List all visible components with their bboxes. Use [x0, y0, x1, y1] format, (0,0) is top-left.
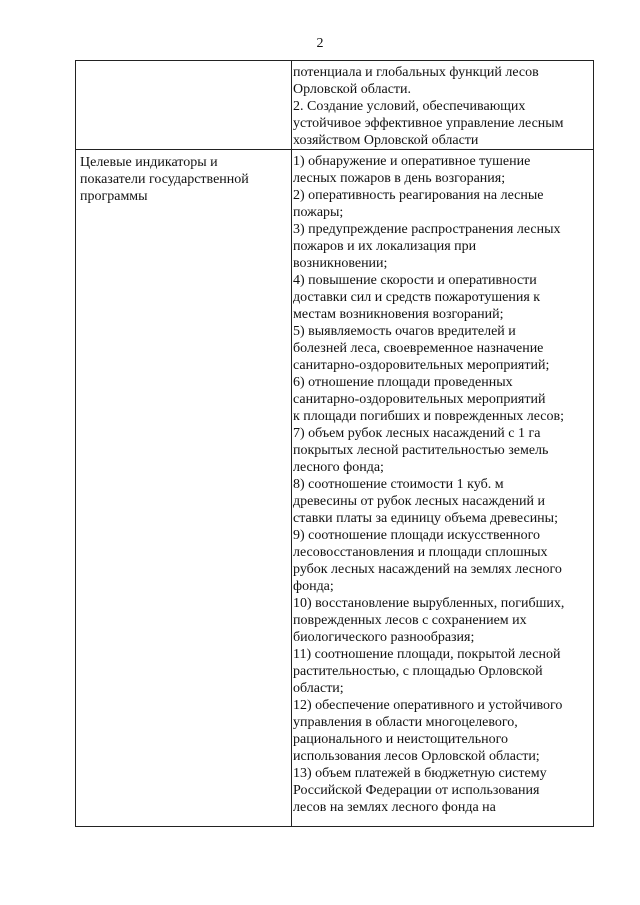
cell-text [80, 154, 288, 205]
indicator-line: Российской Федерации от использования [293, 783, 540, 798]
indicator-line: фонда; [293, 579, 334, 594]
text-line: показатели государственной [80, 172, 249, 187]
indicator-line: поврежденных лесов с сохранением их [293, 613, 527, 628]
indicator-line: 13) объем платежей в бюджетную систему [293, 766, 547, 781]
indicator-line: к площади погибших и поврежденных лесов; [293, 409, 564, 424]
indicator-line: доставки сил и средств пожаротушения к [293, 290, 541, 305]
indicator-line: биологического разнообразия; [293, 630, 475, 645]
indicator-line: 3) предупреждение распространения лесных [293, 222, 561, 237]
table-cell-label [76, 150, 292, 826]
cell-text [293, 64, 591, 149]
indicator-line: 11) соотношение площади, покрытой лесной [293, 647, 561, 662]
indicator-line: 4) повышение скорости и оперативности [293, 273, 537, 288]
indicator-line: рубок лесных насаждений на землях лесного [293, 562, 562, 577]
indicator-line: лесного фонда; [293, 460, 384, 475]
table-row [76, 61, 593, 150]
indicator-line: области; [293, 681, 344, 696]
indicator-line: управления в области многоцелевого, [293, 715, 518, 730]
indicator-line: санитарно-оздоровительных мероприятий [293, 392, 546, 407]
indicator-line: 6) отношение площади проведенных [293, 375, 513, 390]
text-line: хозяйством Орловской области [293, 133, 479, 148]
indicator-line: пожаров и их локализация при [293, 239, 477, 254]
table-cell-content [292, 61, 593, 149]
text-line: 2. Создание условий, обеспечивающих [293, 99, 526, 114]
text-line: потенциала и глобальных функций лесов [293, 65, 539, 80]
indicator-line: болезней леса, своевременное назначение [293, 341, 544, 356]
program-table [75, 60, 594, 827]
text-line: программы [80, 189, 148, 204]
indicator-line: растительностью, с площадью Орловской [293, 664, 543, 679]
indicators-list [293, 153, 591, 816]
indicator-line: 1) обнаружение и оперативное тушение [293, 154, 531, 169]
page-number: 2 [316, 36, 324, 51]
text-line: Целевые индикаторы и [80, 155, 218, 170]
indicator-line: 7) объем рубок лесных насаждений с 1 га [293, 426, 541, 441]
indicator-line: лесовосстановления и площади сплошных [293, 545, 548, 560]
indicator-line: использования лесов Орловской области; [293, 749, 540, 764]
table-row [76, 150, 593, 826]
indicator-line: рационального и неистощительного [293, 732, 508, 747]
indicator-line: местам возникновения возгораний; [293, 307, 504, 322]
indicator-line: древесины от рубок лесных насаждений и [293, 494, 545, 509]
indicator-line: лесов на землях лесного фонда на [293, 800, 496, 815]
indicator-line: 12) обеспечение оперативного и устойчивого [293, 698, 563, 713]
indicator-line: 2) оперативность реагирования на лесные [293, 188, 544, 203]
text-line: Орловской области. [293, 82, 412, 97]
indicator-line: санитарно-оздоровительных мероприятий; [293, 358, 550, 373]
text-line: устойчивое эффективное управление лесным [293, 116, 564, 131]
indicator-line: лесных пожаров в день возгорания; [293, 171, 506, 186]
indicator-line: 8) соотношение стоимости 1 куб. м [293, 477, 504, 492]
table-cell-label [76, 61, 292, 149]
indicator-line: ставки платы за единицу объема древесины; [293, 511, 558, 526]
indicator-line: 10) восстановление вырубленных, погибших, [293, 596, 565, 611]
table-cell-content [292, 150, 593, 826]
indicator-line: возникновении; [293, 256, 388, 271]
indicator-line: 9) соотношение площади искусственного [293, 528, 541, 543]
indicator-line: пожары; [293, 205, 344, 220]
indicator-line: покрытых лесной растительностью земель [293, 443, 549, 458]
indicator-line: 5) выявляемость очагов вредителей и [293, 324, 516, 339]
